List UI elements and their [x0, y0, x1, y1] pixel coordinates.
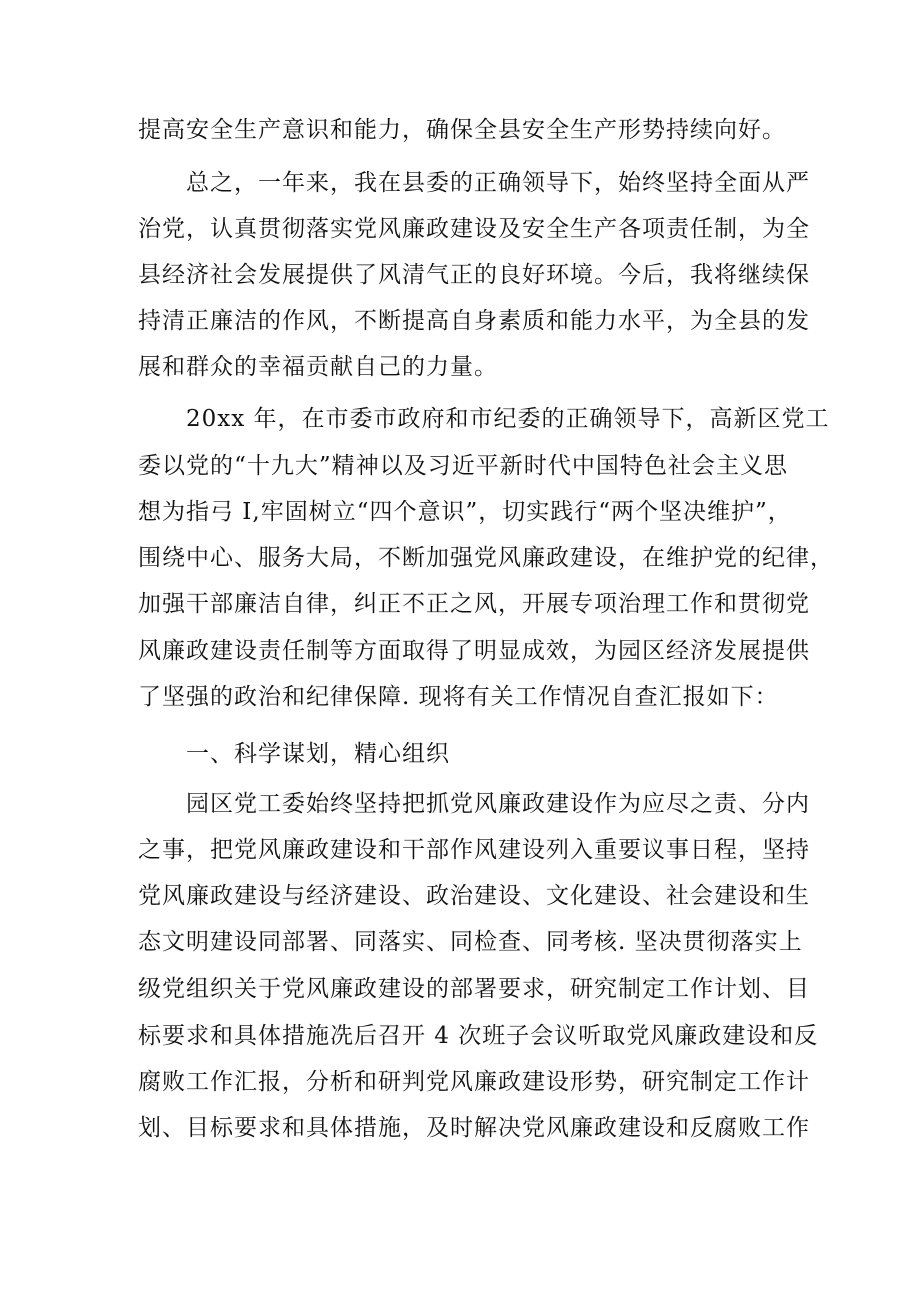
paragraph-line: 之事，把党风廉政建设和干部作风建设列入重要议事日程，坚持 — [138, 837, 810, 863]
paragraph-line: 园区党工委始终坚持把抓党风廉政建设作为应尽之责、分内 — [186, 791, 810, 817]
paragraph-line: 态文明建设同部署、同落实、同检查、同考核. 坚决贯彻落实上 — [138, 929, 803, 955]
paragraph-line: 围绕中心、服务大局，不断加强党风廉政建设，在维护党的纪律， — [138, 545, 834, 571]
paragraph-line: 总之，一年来，我在县委的正确领导下，始终坚持全面从严 — [186, 170, 810, 196]
paragraph-line: 委以党的“十九大”精神以及习近平新时代中国特色社会主义思 — [138, 453, 788, 479]
paragraph-line: 治党，认真贯彻落实党风廉政建设及安全生产各项责任制，为全 — [138, 216, 810, 242]
paragraph-line: 20xx 年，在市委市政府和市纪委的正确领导下，高新区党工 — [186, 406, 830, 432]
paragraph-line: 想为指弓 I,牢固树立“四个意识”，切实践行“两个坚决维护”， — [138, 499, 792, 525]
paragraph-line: 县经济社会发展提供了风清气正的良好环境。今后，我将继续保 — [138, 262, 810, 288]
paragraph-line: 党风廉政建设与经济建设、政治建设、文化建设、社会建设和生 — [138, 883, 810, 909]
section-heading: 一、科学谋划，精心组织 — [186, 741, 450, 767]
paragraph-line: 了坚强的政治和纪律保障. 现将有关工作情况自查汇报如下： — [138, 684, 779, 710]
paragraph-line: 加强干部廉洁自律，纠正不正之风，开展专项治理工作和贯彻党 — [138, 591, 810, 617]
paragraph-line: 腐败工作汇报，分析和研判党风廉政建设形势，研究制定工作计 — [138, 1069, 810, 1095]
paragraph-line: 展和群众的幸福贡献自己的力量。 — [138, 354, 498, 380]
paragraph-line: 划、目标要求和具体措施，及时解决党风廉政建设和反腐败工作 — [138, 1115, 810, 1141]
paragraph-line: 级党组织关于党风廉政建设的部署要求，研究制定工作计划、目 — [138, 976, 810, 1002]
paragraph-line: 持清正廉洁的作风，不断提高自身素质和能力水平，为全县的发 — [138, 308, 810, 334]
paragraph-line: 提高安全生产意识和能力，确保全县安全生产形势持续向好。 — [138, 117, 786, 143]
paragraph-line: 风廉政建设责任制等方面取得了明显成效，为园区经济发展提供 — [138, 638, 810, 664]
paragraph-line: 标要求和具体措施冼后召开 4 次班子会议听取党风廉政建设和反 — [138, 1023, 819, 1049]
